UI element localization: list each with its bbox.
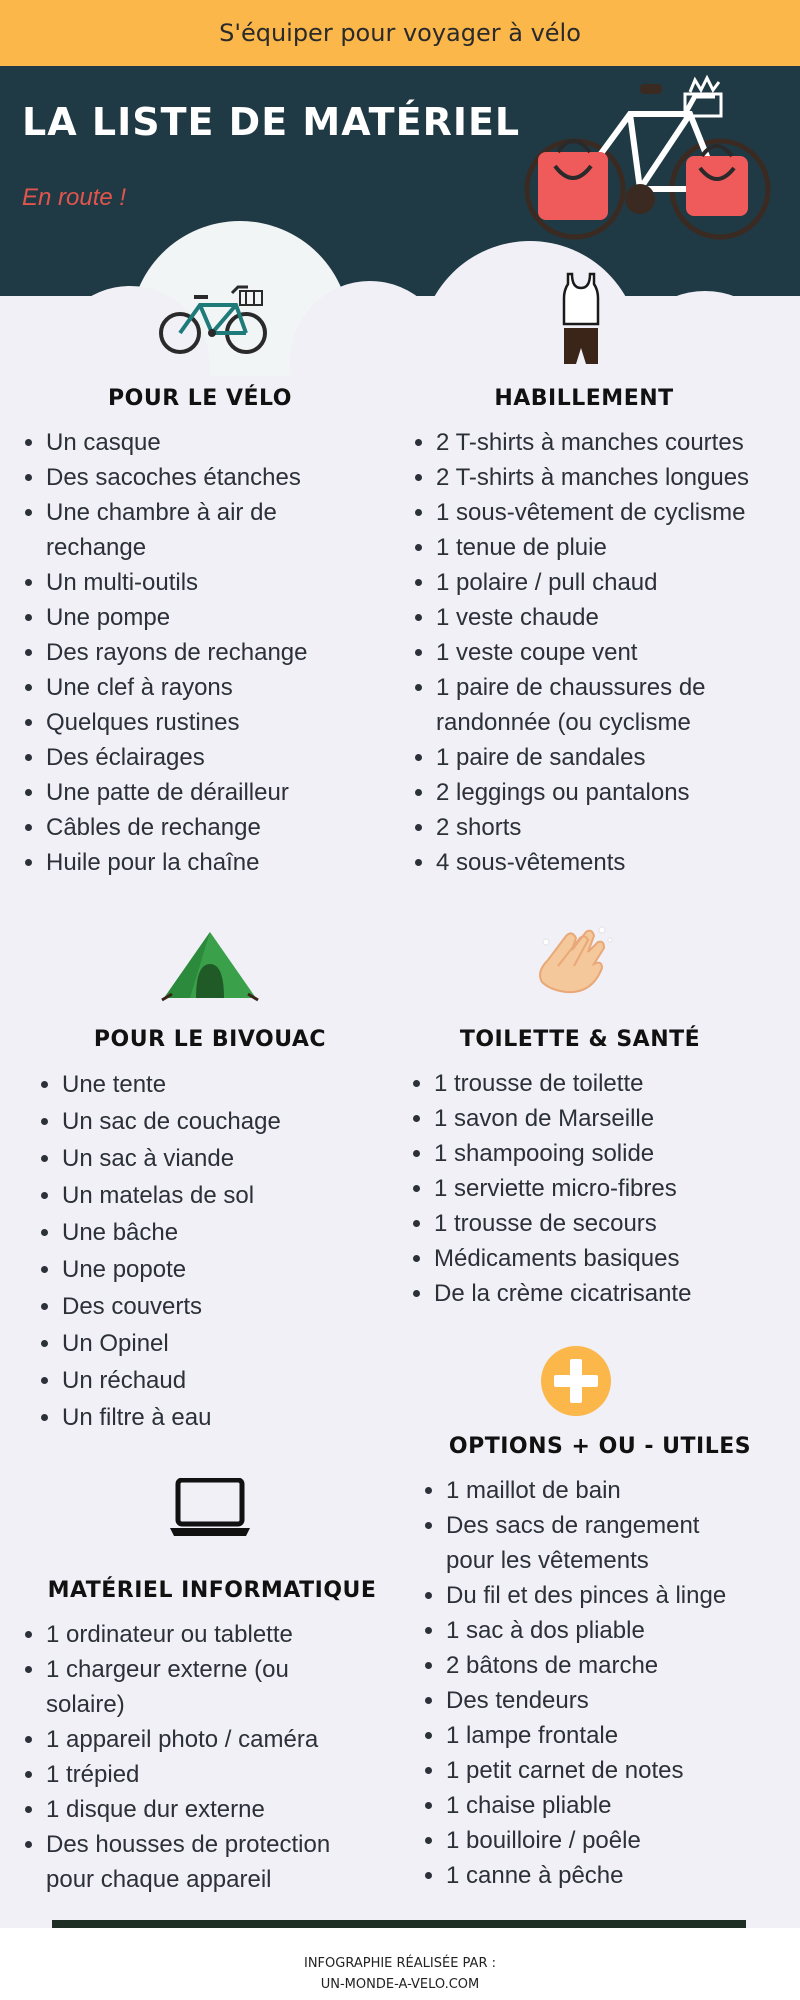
list-item: • Des rayons de rechange — [46, 635, 400, 670]
list-item: • Un réchaud — [62, 1362, 420, 1399]
clothing-icon — [556, 272, 606, 368]
list-item: • Des tendeurs — [446, 1683, 800, 1718]
list-item: • 2 T-shirts à manches longues — [436, 460, 800, 495]
divider — [52, 1920, 746, 1928]
list-item: • Un filtre à eau — [62, 1399, 420, 1436]
list-item: • 1 sac à dos pliable — [446, 1613, 800, 1648]
cloud-bump — [420, 241, 640, 376]
item-list — [380, 1066, 780, 1311]
list-item: • 1 ordinateur ou tablette — [46, 1617, 400, 1652]
item-list — [0, 1066, 420, 1436]
list-item: • Câbles de rechange — [46, 810, 400, 845]
section-title: HABILLEMENT — [494, 386, 674, 411]
list-item: • 1 bouilloire / poêle — [446, 1823, 800, 1858]
bicycle-bags-illustration — [520, 74, 780, 254]
list-item: • Une pompe — [46, 600, 400, 635]
list-item: • 2 bâtons de marche — [446, 1648, 800, 1683]
list-item: • Du fil et des pinces à linge — [446, 1578, 800, 1613]
list-item: • Une tente — [62, 1066, 420, 1103]
hand-washing-icon — [532, 922, 618, 1002]
list-item: • 4 sous-vêtements — [436, 845, 800, 880]
list-item: • 1 shampooing solide — [434, 1136, 780, 1171]
list-item: • 1 sous-vêtement de cyclisme — [436, 495, 800, 530]
list-item: • 1 canne à pêche — [446, 1858, 800, 1893]
list-item: • 1 serviette micro-fibres — [434, 1171, 780, 1206]
list-item: • Quelques rustines — [46, 705, 400, 740]
list-item: • Une bâche — [62, 1214, 420, 1251]
item-list — [0, 1617, 400, 1897]
footer-credit: INFOGRAPHIE RÉALISÉE PAR : — [303, 1956, 496, 1971]
list-item: • Des housses de protection pour chaque appareil — [46, 1827, 400, 1897]
list-item: • Des éclairages — [46, 740, 400, 775]
list-item: • Des sacs de rangement pour les vêtements — [446, 1508, 800, 1578]
list-item: • Un casque — [46, 425, 400, 460]
list-item: • 1 tenue de pluie — [436, 530, 800, 565]
item-list — [400, 1473, 800, 1893]
list-item: • 1 trousse de secours — [434, 1206, 780, 1241]
list-item: • 1 polaire / pull chaud — [436, 565, 800, 600]
section-toilette — [380, 1027, 780, 1311]
hero — [0, 66, 800, 376]
list-item: • Une popote — [62, 1251, 420, 1288]
section-title: MATÉRIEL INFORMATIQUE — [47, 1578, 377, 1603]
list-item: • 1 veste chaude — [436, 600, 800, 635]
section-bivouac — [0, 1027, 420, 1436]
list-item: • De la crème cicatrisante — [434, 1276, 780, 1311]
list-item: • Huile pour la chaîne — [46, 845, 400, 880]
list-item: • Un multi-outils — [46, 565, 400, 600]
item-list — [0, 425, 400, 880]
list-item: • Médicaments basiques — [434, 1241, 780, 1276]
page-title: LA LISTE DE MATÉRIEL — [22, 100, 521, 144]
item-list — [368, 425, 800, 880]
footer-link[interactable]: UN-MONDE-A-VELO.COM — [320, 1977, 480, 1992]
bicycle-icon — [158, 283, 270, 357]
list-item: • Un sac de couchage — [62, 1103, 420, 1140]
list-item: • 1 petit carnet de notes — [446, 1753, 800, 1788]
section-title: TOILETTE & SANTÉ — [459, 1027, 701, 1052]
section-velo — [0, 386, 400, 880]
list-item: • 2 T-shirts à manches courtes — [436, 425, 800, 460]
list-item: • Une patte de dérailleur — [46, 775, 400, 810]
list-item: • 1 maillot de bain — [446, 1473, 800, 1508]
footer — [0, 1928, 800, 2000]
list-item: • 1 savon de Marseille — [434, 1101, 780, 1136]
list-item: • 1 veste coupe vent — [436, 635, 800, 670]
list-item: • 1 chaise pliable — [446, 1788, 800, 1823]
banner-text: S'équiper pour voyager à vélo — [219, 19, 581, 47]
list-item: • 1 appareil photo / caméra — [46, 1722, 400, 1757]
section-informatique — [0, 1578, 400, 1897]
list-item: • Une clef à rayons — [46, 670, 400, 705]
list-item: • Un sac à viande — [62, 1140, 420, 1177]
section-title: OPTIONS + OU - UTILES — [448, 1434, 752, 1459]
section-habillement — [368, 386, 800, 880]
laptop-icon — [168, 1478, 252, 1540]
list-item: • 2 shorts — [436, 810, 800, 845]
section-options — [400, 1434, 800, 1893]
section-title: POUR LE BIVOUAC — [93, 1027, 327, 1052]
list-item: • 1 trépied — [46, 1757, 400, 1792]
list-item: • Un matelas de sol — [62, 1177, 420, 1214]
list-item: • Une chambre à air de rechange — [46, 495, 400, 565]
list-item: • Des couverts — [62, 1288, 420, 1325]
plus-icon — [540, 1345, 612, 1417]
list-item: • Des sacoches étanches — [46, 460, 400, 495]
list-item: • 1 paire de sandales — [436, 740, 800, 775]
list-item: • 1 disque dur externe — [46, 1792, 400, 1827]
list-item: • 2 leggings ou pantalons — [436, 775, 800, 810]
hero-subtitle: En route ! — [22, 184, 127, 211]
list-item: • 1 trousse de toilette — [434, 1066, 780, 1101]
top-banner — [0, 0, 800, 66]
section-title: POUR LE VÉLO — [108, 386, 292, 411]
list-item: • 1 chargeur externe (ou solaire) — [46, 1652, 400, 1722]
list-item: • Un Opinel — [62, 1325, 420, 1362]
list-item: • 1 lampe frontale — [446, 1718, 800, 1753]
list-item: • 1 paire de chaussures de randonnée (ou cyclisme — [436, 670, 800, 740]
tent-icon — [160, 928, 260, 1002]
